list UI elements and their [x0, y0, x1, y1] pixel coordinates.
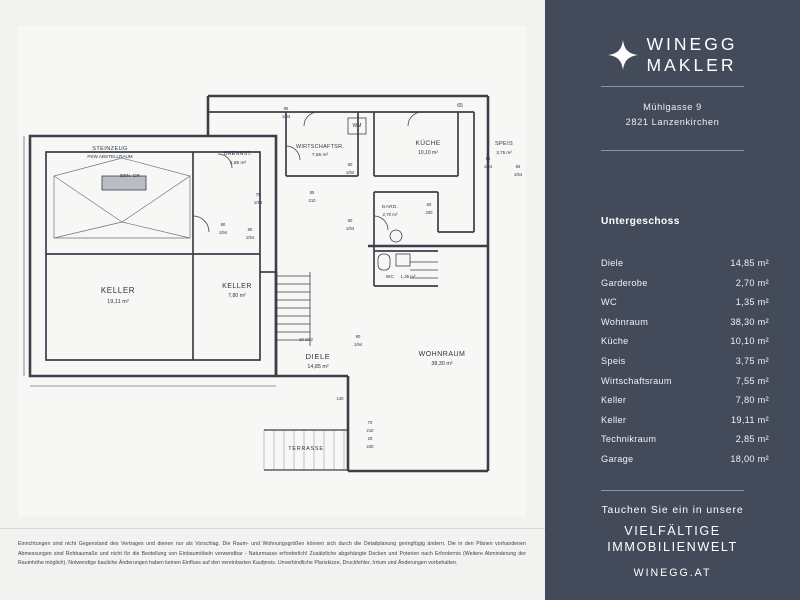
svg-text:1/94: 1/94	[253, 200, 263, 205]
svg-text:80: 80	[347, 218, 353, 223]
brand-name-line2: MAKLER	[646, 55, 737, 76]
svg-text:TERRASSE: TERRASSE	[288, 446, 324, 452]
svg-text:7,80 m²: 7,80 m²	[228, 293, 246, 299]
room-name: Keller	[601, 414, 627, 425]
svg-text:85: 85	[283, 106, 289, 111]
room-name: WC	[601, 297, 617, 308]
svg-text:200: 200	[425, 210, 433, 215]
svg-text:19,11 m²: 19,11 m²	[107, 299, 129, 305]
room-name: Wohnraum	[601, 316, 649, 327]
svg-text:80: 80	[220, 222, 226, 227]
brand-block	[545, 34, 800, 77]
svg-text:1/94: 1/94	[218, 230, 228, 235]
svg-text:1/94: 1/94	[513, 172, 523, 177]
address-street: Mühlgasse 9	[643, 102, 702, 112]
svg-text:3,75 m²: 3,75 m²	[496, 150, 512, 155]
footer-divider	[0, 528, 545, 529]
room-area: 2,85 m²	[735, 434, 769, 445]
room-area: 19,11 m²	[731, 414, 769, 425]
svg-text:PKW ABSTELLRAUM: PKW ABSTELLRAUM	[87, 154, 133, 159]
svg-text:240: 240	[366, 444, 374, 449]
svg-text:BEN. GR: BEN. GR	[120, 174, 140, 179]
svg-text:1/94: 1/94	[245, 235, 255, 240]
info-panel	[545, 0, 800, 600]
list-item	[601, 454, 769, 464]
room-area: 14,85 m²	[730, 258, 769, 268]
svg-text:70: 70	[367, 420, 373, 425]
svg-text:210: 210	[366, 428, 374, 433]
room-area: 1,35 m²	[735, 297, 769, 308]
svg-text:1/94: 1/94	[281, 114, 291, 119]
svg-text:2,70 m²: 2,70 m²	[382, 212, 398, 217]
property-address	[545, 100, 800, 131]
cta-line1: Tauchen Sie ein in unsere	[601, 505, 744, 516]
svg-text:KÜCHE: KÜCHE	[415, 140, 441, 147]
svg-text:1/94: 1/94	[345, 170, 355, 175]
star-sparkle-icon	[608, 40, 638, 70]
floorplan-drawing	[18, 26, 526, 516]
room-area: 7,80 m²	[735, 395, 769, 406]
svg-text:7,55 m²: 7,55 m²	[311, 153, 329, 158]
svg-text:10,10 m²: 10,10 m²	[418, 150, 438, 156]
website-link[interactable]: WINEGG.AT	[633, 567, 712, 580]
svg-text:WOHNRAUM: WOHNRAUM	[418, 351, 466, 358]
svg-text:140: 140	[336, 396, 344, 401]
svg-text:1/94: 1/94	[345, 226, 355, 231]
svg-text:1/94: 1/94	[483, 164, 493, 169]
svg-text:90: 90	[355, 334, 361, 339]
room-name: Garderobe	[601, 277, 648, 288]
room-area: 2,70 m²	[735, 277, 769, 288]
svg-text:1/94: 1/94	[353, 342, 363, 347]
svg-text:60: 60	[426, 202, 432, 207]
room-area: 7,55 m²	[735, 375, 769, 386]
room-name: Garage	[601, 453, 634, 464]
svg-text:14,85 m²: 14,85 m²	[307, 364, 329, 370]
divider-bottom	[601, 490, 744, 491]
floorplan-svg	[18, 26, 526, 516]
list-item	[601, 356, 769, 366]
svg-text:WC: WC	[385, 275, 395, 280]
svg-text:80: 80	[347, 162, 353, 167]
svg-text:65: 65	[457, 103, 463, 109]
call-to-action	[545, 505, 800, 579]
svg-text:STEINZEUG: STEINZEUG	[92, 146, 128, 152]
svg-text:BRENNST.: BRENNST.	[223, 151, 253, 157]
divider-address	[601, 150, 744, 151]
svg-text:20: 20	[367, 436, 373, 441]
svg-text:85: 85	[309, 190, 315, 195]
svg-text:SPEIS: SPEIS	[495, 141, 513, 147]
floor-title: Untergeschoss	[601, 216, 680, 227]
svg-text:WIRTSCHAFTSR.: WIRTSCHAFTSR.	[295, 144, 345, 150]
svg-text:KELLER: KELLER	[222, 283, 252, 290]
room-area: 18,00 m²	[730, 453, 769, 464]
svg-text:78: 78	[255, 192, 261, 197]
svg-text:GARD.: GARD.	[381, 205, 399, 210]
room-name: Diele	[601, 258, 624, 268]
svg-text:38,30 m²: 38,30 m²	[431, 361, 453, 367]
list-item	[601, 376, 769, 386]
disclaimer-text: Einrichtungen sind nicht Gegenstand des Vertrages und dienen nur als Vorschlag. Die Raum- und Wohnungsgrößen können sich durch die Detailplanung geringfügig ändern. Die in den Plänen vorhandenen Abmessungen sind Rohbaumaße und nicht für die Bestellung von Einbaumöbeln verwendbar - Naturmasse erforderlich! Zusätzliche abgehängte Decken und Poterien nach Erfordernis (Weitere Abminderung der Raumhöhe möglich). Notwendige bauliche Änderungen haben keinen Einfluss auf den vereinbarten Kaufpreis. Unverbindliche Planskizze, Druckfehler, Irrtum und Änderungen vorbehalten.	[18, 541, 526, 567]
cta-line3: IMMOBILIENWELT	[607, 540, 738, 555]
svg-text:65: 65	[485, 156, 491, 161]
svg-text:1,35 m²: 1,35 m²	[400, 274, 416, 279]
address-city: 2821 Lanzenkirchen	[625, 117, 720, 128]
room-area-list	[601, 258, 769, 474]
list-item	[601, 434, 769, 444]
list-item	[601, 336, 769, 346]
svg-text:2,85 m²: 2,85 m²	[229, 161, 247, 166]
room-name: Speis	[601, 355, 626, 366]
list-item	[601, 317, 769, 327]
svg-text:65: 65	[515, 164, 521, 169]
room-area: 10,10 m²	[730, 336, 769, 347]
divider-top	[601, 86, 744, 87]
svg-text:DIELE: DIELE	[305, 352, 331, 361]
svg-text:80: 80	[247, 227, 253, 232]
room-name: Technikraum	[601, 434, 657, 445]
svg-text:210: 210	[308, 198, 316, 203]
room-name: Keller	[601, 395, 627, 406]
list-item	[601, 415, 769, 425]
svg-text:KELLER: KELLER	[100, 286, 136, 295]
room-name: Küche	[601, 336, 629, 347]
list-item	[601, 278, 769, 288]
room-area: 3,75 m²	[735, 355, 769, 366]
brand-name-line1: WINEGG	[646, 34, 738, 54]
room-name: Wirtschaftsraum	[601, 375, 672, 386]
list-item	[601, 297, 769, 307]
svg-text:WM: WM	[352, 123, 362, 129]
list-item	[601, 258, 769, 268]
cta-line2: VIELFÄLTIGE	[624, 524, 721, 538]
svg-text:10 1/92: 10 1/92	[299, 337, 313, 342]
list-item	[601, 395, 769, 405]
room-area: 38,30 m²	[730, 316, 769, 327]
